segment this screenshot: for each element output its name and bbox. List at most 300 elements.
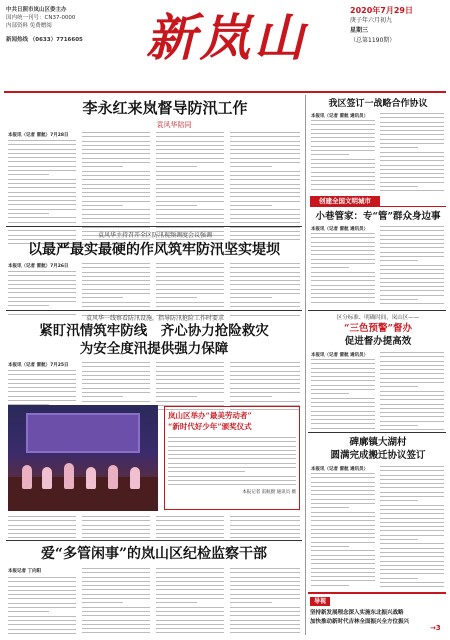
bottom-text-col1	[8, 577, 76, 637]
text-line	[156, 632, 224, 633]
dancer-figure	[64, 463, 74, 489]
text-line	[8, 280, 76, 281]
dancer-figure	[108, 465, 118, 489]
text-line	[156, 289, 224, 290]
text-line	[156, 607, 224, 608]
text-line	[156, 520, 224, 521]
main-byline: 本报讯（记者 雷航）7月28日	[8, 133, 69, 138]
text-line	[156, 218, 224, 219]
right-story3-col1	[311, 359, 375, 432]
text-line	[380, 290, 444, 291]
text-line	[311, 276, 375, 277]
dancer-figure	[86, 467, 96, 489]
text-line	[380, 518, 444, 519]
text-line	[156, 267, 224, 268]
text-line	[8, 624, 76, 625]
right-story1-col1	[311, 120, 375, 193]
text-line	[380, 509, 444, 510]
text-line	[230, 153, 300, 154]
text-line	[82, 598, 150, 599]
text-line	[380, 356, 444, 357]
story3-tail-col4	[230, 516, 300, 542]
text-line	[311, 167, 375, 168]
text-line	[380, 386, 418, 387]
issue-number: （总第1190期）	[350, 37, 396, 44]
lunar-date: 庚子年六月初九	[350, 17, 393, 24]
right-story1-col2	[380, 113, 444, 195]
text-line	[380, 177, 444, 178]
text-line	[380, 513, 444, 514]
text-line	[156, 537, 224, 538]
text-line	[8, 284, 76, 285]
text-line	[168, 437, 296, 438]
text-line	[82, 158, 150, 159]
photo-caption-title-1: 岚山区举办“最美劳动者”	[168, 411, 252, 420]
story3-byline: 本报讯（记者 雷航）7月25日	[8, 363, 69, 368]
text-line	[230, 297, 272, 298]
text-line	[156, 602, 197, 603]
text-line	[230, 214, 300, 215]
text-line	[82, 392, 150, 393]
text-line	[156, 615, 224, 616]
text-line	[380, 299, 418, 300]
text-line	[380, 243, 444, 244]
text-line	[380, 412, 444, 413]
text-line	[311, 302, 375, 303]
divider-2	[6, 310, 302, 311]
right-story4-col1	[311, 473, 375, 589]
text-line	[311, 267, 349, 268]
text-line	[230, 284, 300, 285]
text-line	[380, 552, 444, 553]
text-line	[8, 598, 76, 599]
text-line	[311, 133, 375, 134]
text-line	[380, 143, 444, 144]
text-line	[82, 272, 150, 273]
text-line	[380, 429, 444, 430]
text-line	[8, 581, 76, 582]
text-line	[8, 292, 76, 293]
text-line	[156, 577, 224, 578]
text-line	[8, 275, 76, 276]
text-line	[8, 301, 76, 302]
text-line	[168, 476, 296, 477]
text-line	[230, 196, 300, 197]
text-line	[380, 573, 444, 574]
text-line	[82, 537, 150, 538]
text-line	[311, 568, 375, 569]
text-line	[230, 272, 300, 273]
text-line	[230, 132, 300, 133]
text-line	[230, 184, 300, 185]
text-line	[82, 624, 150, 625]
right-story3-byline: 本报讯（记者 雷航 通讯员）	[311, 353, 369, 358]
text-line	[8, 196, 76, 197]
text-line	[8, 520, 76, 521]
text-line	[380, 152, 444, 153]
text-line	[82, 594, 150, 595]
bottom-text-col3	[156, 568, 224, 637]
text-line	[156, 392, 224, 393]
right-story2-col2	[380, 226, 444, 308]
text-line	[8, 620, 76, 621]
text-line	[156, 516, 224, 517]
main-subhead: 袁风华陪同	[156, 121, 192, 129]
text-line	[156, 302, 224, 303]
text-line	[380, 395, 444, 396]
text-line	[311, 385, 375, 386]
text-line	[311, 189, 375, 190]
text-line	[311, 180, 375, 181]
text-line	[8, 187, 76, 188]
text-line	[230, 598, 300, 599]
text-line	[82, 267, 150, 268]
text-line	[156, 589, 224, 590]
text-line	[156, 141, 224, 142]
text-line	[82, 276, 150, 277]
text-line	[230, 628, 300, 629]
text-line	[230, 632, 300, 633]
text-line	[311, 297, 375, 298]
text-line	[8, 200, 76, 201]
text-line	[230, 222, 300, 223]
page-reference[interactable]: →3	[430, 624, 441, 632]
text-line	[82, 263, 150, 264]
text-line	[230, 306, 300, 307]
text-line	[230, 289, 300, 290]
text-line	[8, 179, 76, 180]
text-line	[311, 490, 375, 491]
text-line	[311, 555, 375, 556]
text-line	[156, 201, 224, 202]
text-line	[230, 577, 300, 578]
text-line	[82, 568, 150, 569]
text-line	[380, 475, 444, 476]
text-line	[311, 259, 375, 260]
text-line	[82, 379, 150, 380]
text-line	[168, 454, 296, 455]
main-headline: 李永红来岚督导防汛工作	[82, 99, 248, 117]
text-line	[8, 603, 76, 604]
text-line	[82, 188, 150, 189]
text-line	[82, 166, 123, 167]
text-line	[156, 388, 224, 389]
text-line	[230, 401, 300, 402]
text-line	[230, 280, 300, 281]
story3-headline-1: 紧盯汛情筑牢防线 齐心协力抢险救灾	[39, 323, 269, 339]
text-line	[230, 188, 300, 189]
text-line	[380, 586, 444, 587]
right-story4-headline-2: 圆满完成搬迁协议签订	[330, 450, 426, 461]
text-line	[311, 150, 375, 151]
text-line	[8, 525, 76, 526]
text-line	[380, 165, 444, 166]
text-line	[8, 140, 76, 141]
text-line	[82, 520, 150, 521]
text-line	[230, 158, 300, 159]
text-line	[230, 201, 300, 202]
text-line	[168, 446, 296, 447]
right-story1-headline: 我区签订一战略合作协议	[328, 99, 428, 109]
hotline-number: （0633）7716605	[29, 37, 83, 43]
text-line	[380, 408, 444, 409]
text-line	[311, 507, 349, 508]
text-line	[380, 269, 444, 270]
text-line	[311, 576, 375, 577]
text-line	[156, 145, 224, 146]
text-line	[156, 401, 224, 402]
text-line	[311, 389, 375, 390]
text-line	[380, 543, 444, 544]
text-line	[8, 370, 76, 371]
text-line	[311, 272, 375, 273]
text-line	[230, 533, 300, 534]
text-line	[311, 120, 375, 121]
text-line	[8, 217, 76, 218]
text-line	[82, 149, 150, 150]
weekday: 星期三	[350, 27, 369, 34]
text-line	[156, 196, 224, 197]
hotline-label: 新闻热线	[6, 37, 29, 43]
text-line	[168, 480, 296, 481]
dancer-figure	[130, 467, 140, 489]
text-line	[168, 463, 296, 464]
text-line	[380, 382, 444, 383]
text-line	[82, 371, 150, 372]
section-bar-civilization: 创建全国文明城市	[310, 196, 380, 207]
text-line	[230, 615, 300, 616]
text-line	[380, 539, 418, 540]
text-line	[82, 615, 150, 616]
text-line	[380, 365, 444, 366]
text-line	[8, 170, 76, 171]
text-line	[82, 214, 150, 215]
text-line	[168, 467, 296, 468]
text-line	[311, 372, 375, 373]
text-line	[156, 375, 224, 376]
text-line	[230, 145, 300, 146]
text-line	[380, 378, 444, 379]
text-line	[311, 124, 375, 125]
text-line	[380, 247, 444, 248]
text-line	[156, 272, 224, 273]
dancer-figure	[22, 465, 32, 489]
text-line	[230, 171, 300, 172]
text-line	[8, 161, 76, 162]
text-line	[82, 141, 150, 142]
text-line	[380, 273, 444, 274]
text-line	[311, 237, 375, 238]
text-line	[380, 147, 418, 148]
text-line	[8, 633, 76, 634]
text-line	[156, 581, 224, 582]
text-line	[311, 154, 349, 155]
text-line	[82, 293, 150, 294]
text-line	[82, 136, 150, 137]
text-line	[311, 141, 375, 142]
text-line	[8, 586, 76, 587]
text-line	[8, 288, 76, 289]
text-line	[311, 380, 375, 381]
text-line	[156, 362, 224, 363]
text-line	[311, 512, 375, 513]
text-line	[230, 589, 300, 590]
photo-caption-box	[164, 406, 300, 510]
text-line	[8, 400, 76, 401]
text-line	[156, 263, 224, 264]
section-bar-rule	[380, 206, 446, 207]
text-line	[8, 594, 76, 595]
text-line	[8, 629, 76, 630]
text-line	[82, 585, 150, 586]
text-line	[156, 136, 224, 137]
text-line	[380, 404, 444, 405]
text-line	[230, 192, 300, 193]
text-line	[311, 473, 375, 474]
text-line	[380, 373, 444, 374]
text-line	[156, 205, 197, 206]
text-line	[311, 580, 375, 581]
text-line	[311, 419, 375, 420]
masthead-left-info	[6, 6, 126, 44]
text-line	[230, 371, 300, 372]
right-story2-byline: 本报讯（记者 雷航 通讯员）	[311, 227, 369, 232]
text-line	[156, 158, 224, 159]
text-line	[311, 550, 375, 551]
text-line	[8, 590, 76, 591]
text-line	[82, 175, 150, 176]
text-line	[8, 611, 49, 612]
text-line	[168, 484, 296, 485]
text-line	[156, 529, 224, 530]
text-line	[380, 169, 444, 170]
newspaper-title: 新岚山	[146, 8, 308, 67]
text-line	[156, 598, 224, 599]
text-line	[8, 379, 76, 380]
text-line	[8, 149, 76, 150]
text-line	[82, 205, 123, 206]
text-line	[380, 186, 418, 187]
text-line	[311, 233, 375, 234]
text-line	[82, 145, 150, 146]
text-line	[230, 267, 300, 268]
text-line	[82, 366, 150, 367]
text-line	[311, 411, 375, 412]
text-line	[156, 222, 224, 223]
text-line	[156, 149, 224, 150]
text-line	[311, 525, 375, 526]
text-line	[82, 201, 150, 202]
text-line	[380, 492, 444, 493]
text-line	[82, 289, 150, 290]
text-line	[230, 585, 300, 586]
text-line	[230, 520, 300, 521]
text-line	[311, 406, 375, 407]
text-line	[380, 265, 444, 266]
text-line	[82, 589, 150, 590]
text-line	[230, 175, 300, 176]
text-line	[82, 162, 150, 163]
text-line	[156, 188, 224, 189]
text-line	[380, 226, 444, 227]
story3-tail-col1	[8, 516, 76, 542]
text-line	[230, 529, 300, 530]
text-line	[8, 616, 76, 617]
text-line	[311, 368, 375, 369]
text-line	[82, 525, 150, 526]
text-line	[82, 222, 150, 223]
text-line	[82, 396, 123, 397]
text-line	[311, 363, 375, 364]
text-line	[156, 624, 224, 625]
story3-kicker: 袁风华一线察看防汛设施，指导防汛抢险工作时要求	[85, 315, 224, 322]
text-line	[230, 383, 300, 384]
text-line	[156, 568, 224, 569]
text-line	[311, 376, 375, 377]
text-line	[8, 297, 76, 298]
text-line	[8, 537, 76, 538]
text-line	[230, 611, 300, 612]
text-line	[168, 471, 245, 472]
text-line	[311, 516, 375, 517]
text-line	[8, 192, 76, 193]
text-line	[168, 450, 296, 451]
text-line	[230, 396, 272, 397]
guide-teaser[interactable]	[308, 592, 446, 636]
column-separator	[305, 95, 306, 635]
text-line	[82, 383, 150, 384]
text-line	[156, 184, 224, 185]
text-line	[311, 477, 375, 478]
text-line	[311, 393, 349, 394]
text-line	[82, 388, 150, 389]
text-line	[8, 222, 76, 223]
text-line	[8, 529, 76, 530]
text-line	[311, 285, 375, 286]
guide-line-2: 加快推动新时代吉林全面振兴全方位振兴	[310, 619, 410, 625]
text-line	[230, 205, 272, 206]
text-line	[380, 239, 444, 240]
stage-screen	[26, 413, 140, 453]
text-line	[380, 139, 444, 140]
text-line	[380, 505, 444, 506]
text-line	[380, 190, 444, 191]
text-line	[230, 362, 300, 363]
dancer-figure	[42, 467, 52, 489]
text-line	[380, 556, 444, 557]
bottom-headline: 爱“多管闲事”的岚山区纪检监察干部	[40, 546, 268, 562]
text-line	[311, 280, 375, 281]
text-line	[311, 172, 375, 173]
story2-text-col1	[8, 271, 76, 318]
text-line	[156, 284, 224, 285]
text-line	[311, 559, 375, 560]
text-line	[380, 496, 444, 497]
right-story4-headline-1: 碑廓镇大湖村	[349, 437, 407, 448]
text-line	[380, 182, 444, 183]
text-line	[380, 561, 444, 562]
text-line	[311, 503, 375, 504]
right-story3-kicker: 区分标准、明确时间，岚山区——	[336, 315, 420, 321]
text-line	[230, 302, 300, 303]
text-line	[380, 282, 444, 283]
text-line	[230, 293, 300, 294]
text-line	[82, 632, 150, 633]
text-line	[230, 620, 300, 621]
text-line	[380, 391, 444, 392]
text-line	[380, 466, 444, 467]
registration-line: 国内统一刊号：CN37-0000	[6, 15, 76, 21]
